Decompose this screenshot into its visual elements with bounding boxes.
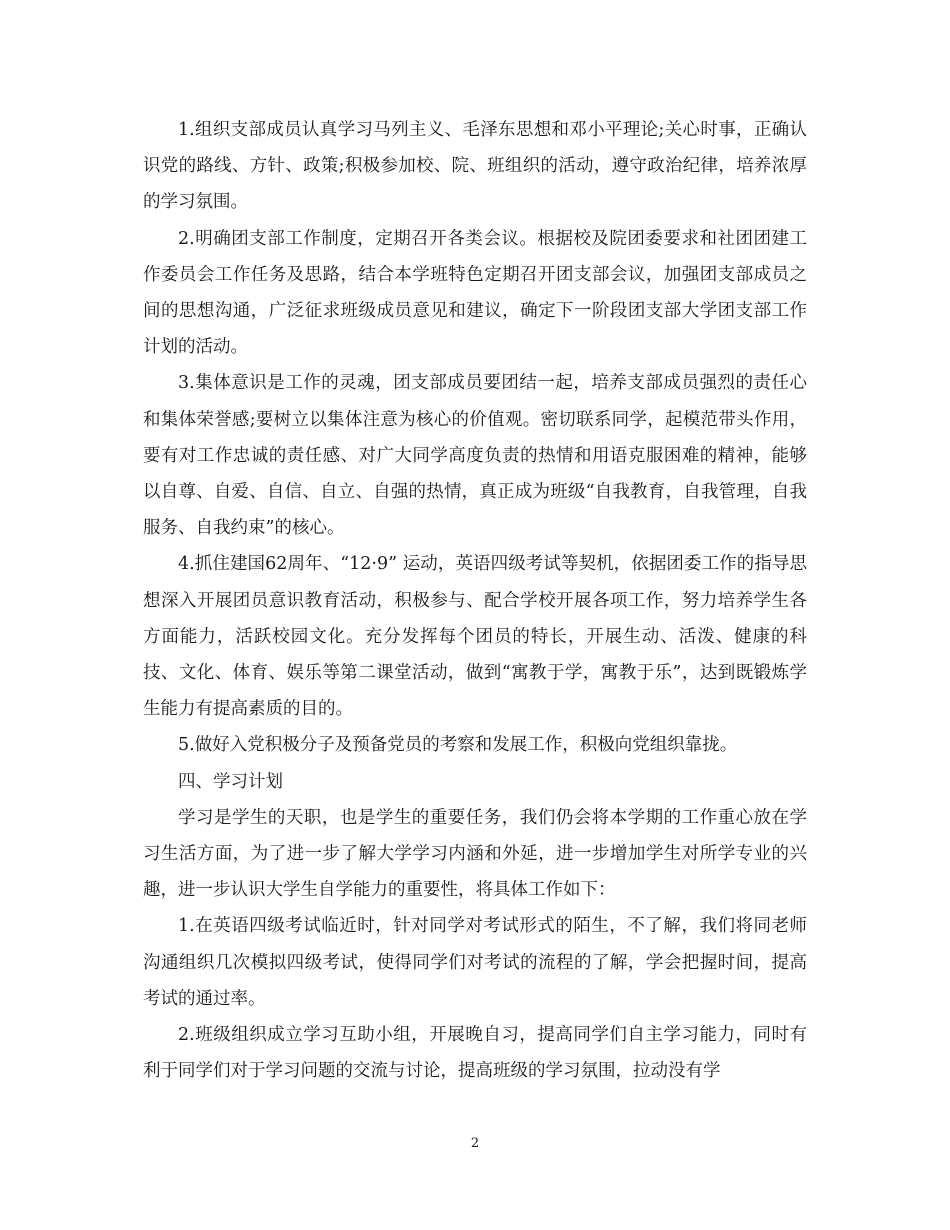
paragraph-study-1: 1.在英语四级考试临近时，针对同学对考试形式的陌生，不了解，我们将同老师沟通组织几次模拟四级考试，使得同学们对考试的流程的了解，学会把握时间，提高考试的通过率。 bbox=[143, 916, 807, 1009]
page-number: 2 bbox=[470, 1136, 480, 1151]
paragraph-study-2: 2.班级组织成立学习互助小组，开展晚自习，提高同学们自主学习能力，同时有利于同学们对于学习问题的交流与讨论，提高班级的学习氛围，拉动没有学 bbox=[143, 1025, 807, 1082]
paragraph-4: 4.抓住建国62周年、“12·9” 运动，英语四级考试等契机，依据团委工作的指导思想深入开展团员意识教育活动，积极参与、配合学校开展各项工作，努力培养学生各方面能力，活跃校园文化。充分发挥每个团员的特长，开展生动、活泼、健康的科技、文化、体育、娱乐等第二课堂活动，做到“寓教于学，寓教于乐”，达到既锻炼学生能力有提高素质的目的。 bbox=[143, 554, 807, 720]
paragraph-2: 2.明确团支部工作制度，定期召开各类会议。根据校及院团委要求和社团团建工作委员会工作任务及思路，结合本学班特色定期召开团支部会议，加强团支部成员之间的思想沟通，广泛征求班级成员意见和建议，确定下一阶段团支部大学团支部工作计划的活动。 bbox=[143, 228, 807, 358]
paragraph-1: 1.组织支部成员认真学习马列主义、毛泽东思想和邓小平理论;关心时事，正确认识党的路线、方针、政策;积极参加校、院、班组织的活动，遵守政治纪律，培养浓厚的学习氛围。 bbox=[143, 120, 807, 213]
document-body bbox=[143, 112, 807, 1089]
paragraph-5: 5.做好入党积极分子及预备党员的考察和发展工作，积极向党组织靠拢。 bbox=[178, 735, 738, 756]
section-heading: 四、学习计划 bbox=[178, 771, 283, 792]
paragraph-3: 3.集体意识是工作的灵魂，团支部成员要团结一起，培养支部成员强烈的责任心和集体荣誉感;要树立以集体注意为核心的价值观。密切联系同学，起模范带头作用，要有对工作忠诚的责任感、对广大同学高度负责的热情和用语克服困难的精神，能够以自尊、自爱、自信、自立、自强的热情，真正成为班级“自我教育，自我管理，自我服务、自我约束”的核心。 bbox=[143, 373, 807, 539]
paragraph-intro: 学习是学生的天职，也是学生的重要任务，我们仍会将本学期的工作重心放在学习生活方面，为了进一步了解大学学习内涵和外延，进一步增加学生对所学专业的兴趣，进一步认识大学生自学能力的重要性，将具体工作如下： bbox=[143, 807, 807, 901]
